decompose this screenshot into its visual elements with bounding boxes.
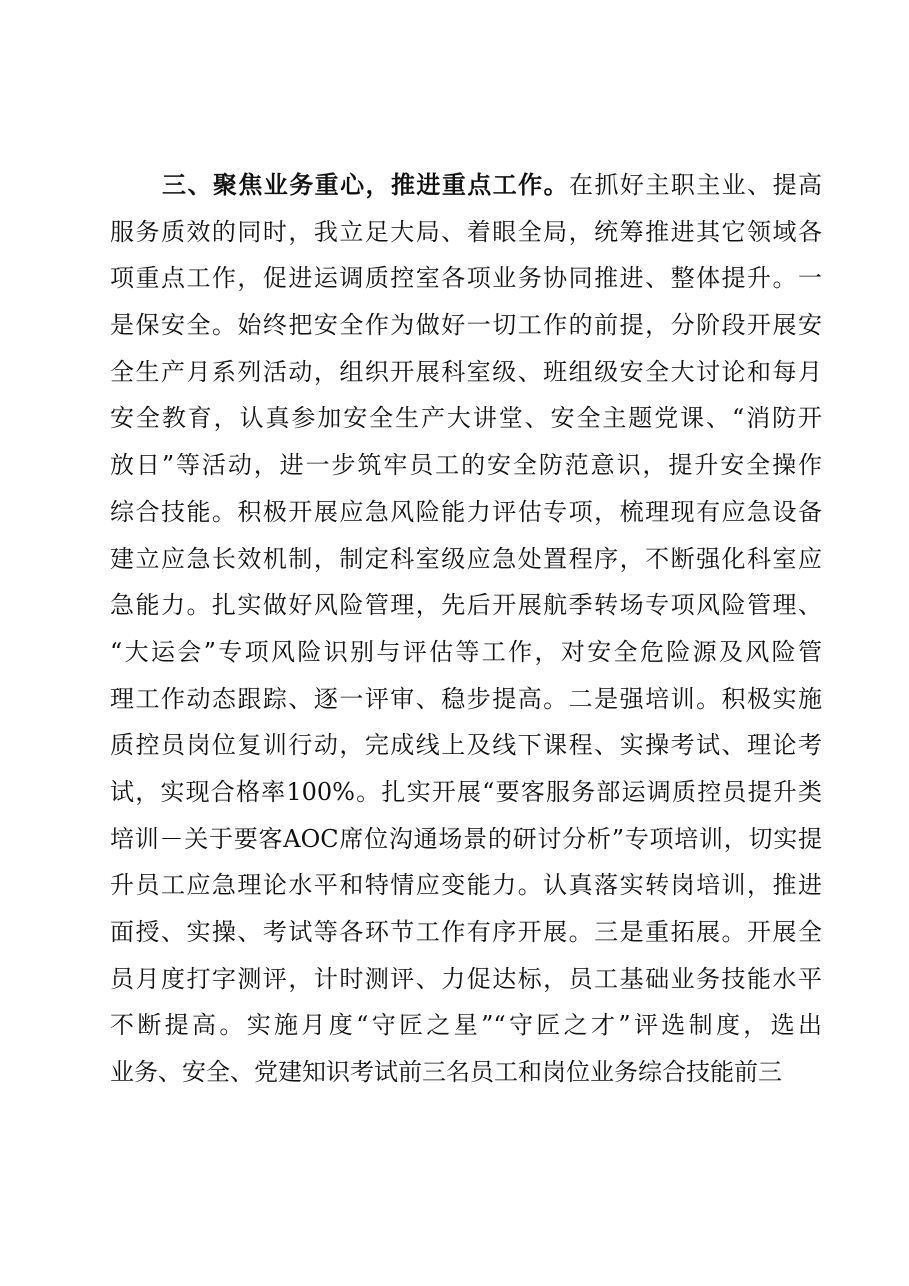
- body-paragraph: [110, 162, 822, 1096]
- text-line: 业务、安全、党建知识考试前三名员工和岗位业务综合技能前三: [110, 1058, 782, 1087]
- text-line: 升员工应急理论水平和特情应变能力。认真落实转岗培训，推进: [110, 871, 822, 900]
- paragraph-first-line: [110, 162, 822, 209]
- section-heading: 三、聚焦业务重心，推进重点工作。: [162, 170, 570, 199]
- text-line: 试，实现合格率100%。扎实开展“要客服务部运调质控员提升类: [110, 777, 822, 806]
- text-line: 项重点工作，促进运调质控室各项业务协同推进、整体提升。一: [110, 264, 822, 293]
- first-line-text: 在抓好主职主业、提高: [569, 171, 822, 199]
- text-line: 放日”等活动，进一步筑牢员工的安全防范意识，提升安全操作: [110, 451, 822, 480]
- text-line: 不断提高。实施月度“守匠之星”“守匠之才”评选制度，选出: [110, 1011, 822, 1040]
- text-line: 安全教育，认真参加安全生产大讲堂、安全主题党课、“消防开: [110, 404, 822, 433]
- text-line: 理工作动态跟踪、逐一评审、稳步提高。二是强培训。积极实施: [110, 684, 822, 713]
- text-line: 质控员岗位复训行动，完成线上及线下课程、实操考试、理论考: [110, 731, 822, 760]
- text-line: 建立应急长效机制，制定科室级应急处置程序，不断强化科室应: [110, 544, 822, 573]
- text-line: 是保安全。始终把安全作为做好一切工作的前提，分阶段开展安: [110, 311, 822, 340]
- text-line: 综合技能。积极开展应急风险能力评估专项，梳理现有应急设备: [110, 497, 822, 526]
- text-line: 急能力。扎实做好风险管理，先后开展航季转场专项风险管理、: [110, 591, 822, 620]
- text-line: 面授、实操、考试等各环节工作有序开展。三是重拓展。开展全: [110, 918, 822, 946]
- text-line: 培训－关于要客AOC席位沟通场景的研讨分析”专项培训，切实提: [110, 824, 822, 853]
- text-line: 员月度打字测评，计时测评、力促达标，员工基础业务技能水平: [110, 964, 822, 993]
- text-line: “大运会”专项风险识别与评估等工作，对安全危险源及风险管: [110, 637, 822, 666]
- text-line: 全生产月系列活动，组织开展科室级、班组级安全大讨论和每月: [110, 357, 822, 386]
- text-line: 服务质效的同时，我立足大局、着眼全局，统筹推进其它领域各: [110, 217, 822, 246]
